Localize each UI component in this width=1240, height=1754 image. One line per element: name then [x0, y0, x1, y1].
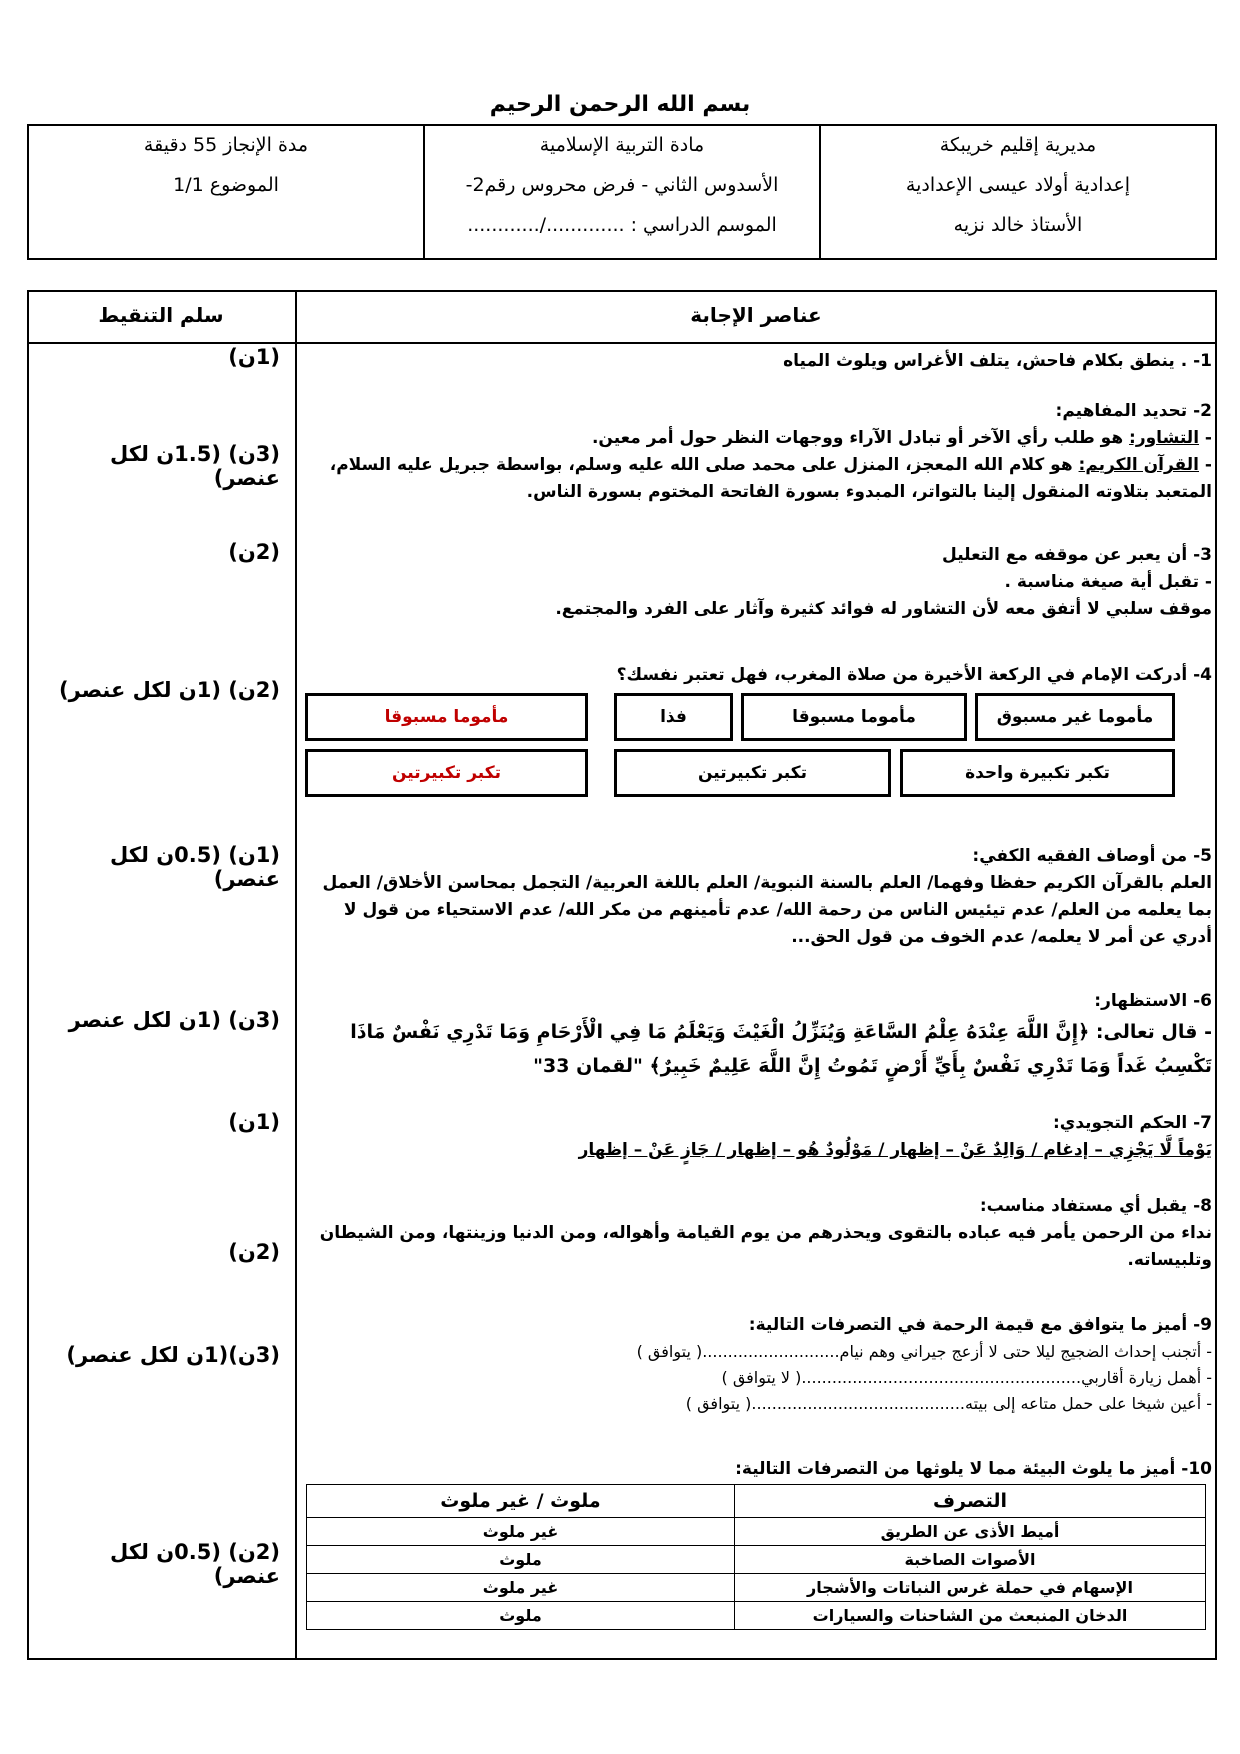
q2-def-2: هو كلام الله المعجز، المنزل على محمد صلى الله عليه وسلم، بواسطة جبريل عليه السلام، المتعبد بتلاوته المنقول إلينا بالتواتر، المبدوء بسورة الفاتحة المختوم بسورة الناس. [329, 455, 1212, 502]
column-divider [295, 290, 297, 1660]
q10-action: الأصوات الصاخبة [735, 1546, 1206, 1574]
q9-item-3: - أعين شيخا على حمل متاعه إلى بيته..........................................( يتوافق ) [685, 1394, 1212, 1413]
q3-score: (2ن) [228, 540, 280, 564]
q4-answer-2: تكبر تكبيرتين [305, 749, 588, 797]
q9-title: 9- أميز ما يتوافق مع قيمة الرحمة في التصرفات التالية: [748, 1315, 1212, 1335]
header-middle-cell [423, 126, 819, 258]
q9-answer [312, 1312, 1212, 1417]
q6-verse: - قال تعالى: ﴿إِنَّ اللَّهَ عِنْدَهُ عِلْمُ السَّاعَةِ وَيُنَزِّلُ الْغَيْثَ وَيَعْلَمُ مَا فِي الْأَرْحَامِ وَمَا تَدْرِي نَفْسٌ مَاذَا تَكْسِبُ غَداً وَمَا تَدْرِي نَفْسٌ بِأَيِّ أَرْضٍ تَمُوتُ إِنَّ اللَّهَ عَلِيمٌ خَبِيرٌ﴾ "لقمان 33" [350, 1021, 1212, 1077]
q10-action: الدخان المنبعث من الشاحنات والسيارات [735, 1602, 1206, 1630]
q2-answer [312, 398, 1212, 506]
q10-table-header [307, 1485, 1206, 1518]
q7-score: (1ن) [228, 1110, 280, 1134]
bismillah: بسم الله الرحمن الرحيم [489, 92, 751, 117]
q7-answer [312, 1110, 1212, 1164]
table-row [307, 1574, 1206, 1602]
q1-score: (1ن) [228, 345, 280, 369]
q2-title: 2- تحديد المفاهيم: [1055, 401, 1212, 421]
q8-text: نداء من الرحمن يأمر فيه عباده بالتقوى ويحذرهم من يوم القيامة وأهواله، ومن الدنيا وزينتها، ومن الشيطان وتلبيساته. [319, 1223, 1212, 1270]
header-right-cell [819, 126, 1215, 258]
q7-line: يَوْماً لَّا يَجْزِي – إدغام / وَالِدٌ عَنْ – إظهار / مَوْلُودٌ هُو – إظهار / جَازٍ عَنْ – إظهار [578, 1140, 1212, 1160]
q3-title: 3- أن يعبر عن موقفه مع التعليل [942, 545, 1212, 565]
q7-title: 7- الحكم التجويدي: [1052, 1113, 1212, 1133]
q10-result: غير ملوث [307, 1574, 735, 1602]
q4-option-alone: فذا [614, 693, 733, 741]
q2-term-1: التشاور: [1129, 428, 1200, 448]
q9-item-1: - أتجنب إحداث الضجيج ليلا حتى لا أزعج جيراني وهم نيام...........................( يتوافق ) [636, 1342, 1212, 1361]
q4-score: (2ن) (1ن لكل عنصر) [59, 678, 280, 702]
q3-answer [312, 542, 1212, 623]
scoring-column-header: سلم التنقيط [98, 303, 224, 327]
exam-title: الأسدوس الثاني - فرض محروس رقم2- [465, 174, 779, 196]
q3-line-2: موقف سلبي لا أتفق معه لأن التشاور له فوائد كثيرة وآثار على الفرد والمجتمع. [555, 599, 1212, 619]
q1-answer [312, 348, 1212, 375]
school-name: إعدادية أولاد عيسى الإعدادية [905, 174, 1131, 196]
q1-text: 1- . ينطق بكلام فاحش، يتلف الأغراس ويلوث المياه [783, 351, 1212, 371]
q5-answer [312, 843, 1212, 951]
q10-table [306, 1484, 1206, 1630]
q4-option-two-takbir: تكبر تكبيرتين [614, 749, 891, 797]
answers-column-header: عناصر الإجابة [690, 303, 822, 327]
q6-answer [312, 988, 1212, 1083]
q6-title: 6- الاستظهار: [1094, 991, 1212, 1011]
q4-option-one-takbir: تكبر تكبيرة واحدة [900, 749, 1175, 797]
q2-concept-2: - القرآن الكريم: هو كلام الله المعجز، المنزل على محمد صلى الله عليه وسلم، بواسطة جبريل عليه السلام، المتعبد بتلاوته المنقول إلينا بالتواتر، المبدوء بسورة الفاتحة المختوم بسورة الناس. [329, 455, 1212, 502]
table-row [307, 1546, 1206, 1574]
q10-col-result: ملوث / غير ملوث [307, 1485, 735, 1518]
header-left-cell [29, 126, 423, 258]
subject: مادة التربية الإسلامية [539, 134, 705, 156]
q10-score: (2ن) (0.5ن لكل عنصر) [110, 1540, 280, 1588]
q5-text: العلم بالقرآن الكريم حفظا وفهما/ العلم بالسنة النبوية/ العلم باللغة العربية/ التجمل بمحاسن الأخلاق/ العمل بما يعلمه من العلم/ عدم تيئيس الناس من رحمة الله/ عدم تأمينهم من مكر الله/ عدم الاستحياء من قول لا أدري عن أمر لا يعلمه/ عدم الخوف من قول الحق... [322, 873, 1212, 947]
q10-col-action: التصرف [735, 1485, 1206, 1518]
q2-term-2: القرآن الكريم: [1078, 455, 1200, 475]
header-row-divider [27, 342, 1217, 344]
q4-option-late: مأموما مسبوقا [741, 693, 967, 741]
q2-concept-1: - التشاور: هو طلب رأي الآخر أو تبادل الآراء ووجهات النظر حول أمر معين. [591, 428, 1212, 448]
duration: مدة الإنجاز 55 دقيقة [143, 134, 309, 156]
q5-title: 5- من أوصاف الفقيه الكفي: [972, 846, 1212, 866]
q10-action: الإسهام في حملة غرس النباتات والأشجار [735, 1574, 1206, 1602]
header-table [27, 124, 1217, 260]
directorate: مديرية إقليم خريبكة [939, 134, 1097, 156]
q2-def-1: هو طلب رأي الآخر أو تبادل الآراء ووجهات النظر حول أمر معين. [591, 428, 1124, 448]
q10-result: ملوث [307, 1602, 735, 1630]
q6-score: (3ن) (1ن لكل عنصر [68, 1008, 280, 1032]
q8-answer [312, 1193, 1212, 1274]
q4-answer-1: مأموما مسبوقا [305, 693, 588, 741]
q4-option-not-late: مأموما غير مسبوق [975, 693, 1175, 741]
school-year: الموسم الدراسي : ............./............ [467, 214, 777, 236]
q10-result: غير ملوث [307, 1518, 735, 1546]
q5-score: (1ن) (0.5ن لكل عنصر) [110, 843, 280, 891]
table-row [307, 1602, 1206, 1630]
table-row [307, 1518, 1206, 1546]
q9-item-2: - أهمل زيارة أقاربي.......................................................( لا يتوافق ) [721, 1368, 1212, 1387]
q8-score: (2ن) [228, 1240, 280, 1264]
q8-title: 8- يقبل أي مستفاد مناسب: [979, 1196, 1212, 1216]
q2-score: (3ن) (1.5ن لكل عنصر) [110, 442, 280, 490]
q3-line-1: - تقبل أية صيغة مناسبة . [1004, 572, 1212, 592]
q10-title: 10- أميز ما يلوث البيئة مما لا يلوثها من التصرفات التالية: [735, 1459, 1212, 1479]
topic-number: الموضوع 1/1 [173, 174, 279, 196]
q9-score: (3ن)(1ن لكل عنصر) [66, 1343, 280, 1367]
q10-action: أميط الأذى عن الطريق [735, 1518, 1206, 1546]
q4-title: 4- أدركت الإمام في الركعة الأخيرة من صلاة المغرب، فهل تعتبر نفسك؟ [616, 665, 1212, 685]
q10-result: ملوث [307, 1546, 735, 1574]
teacher-name: الأستاذ خالد نزيه [953, 214, 1083, 236]
